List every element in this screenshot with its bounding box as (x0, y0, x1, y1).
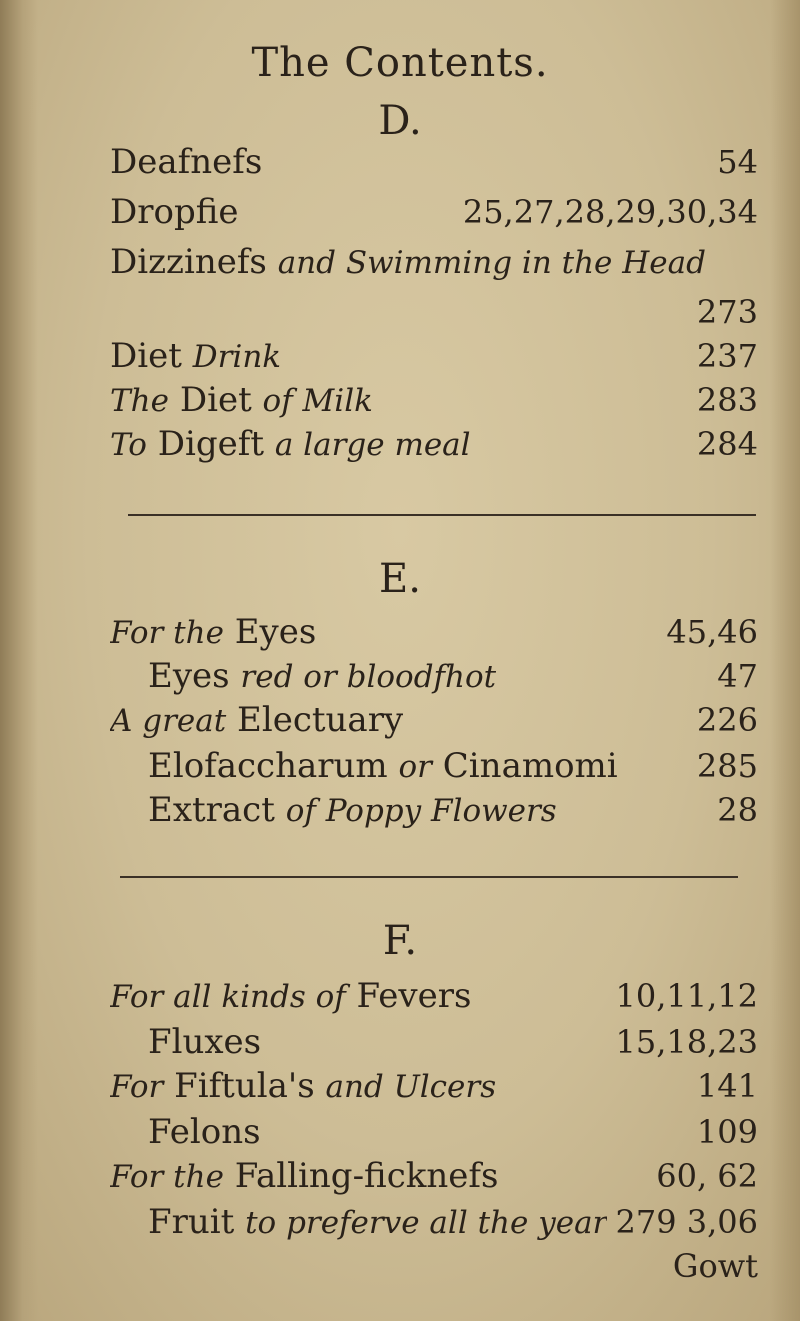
entry-fluxes: Fluxes 15,18,23 (148, 1022, 758, 1062)
page-ref: 10,11,12 (615, 977, 758, 1015)
entry-for-the-eyes: For the Eyes 45,46 (110, 612, 758, 652)
entry-fruit: Fruit to preferve all the year 279 3,06 (148, 1202, 758, 1242)
page-ref: 141 (696, 1067, 758, 1105)
running-head: The Contents. (251, 40, 549, 86)
entry-fistulas: For Fiftula's and Ulcers 141 (110, 1066, 758, 1106)
section-letter-e: E. (379, 556, 421, 602)
entry-deafness: Deafnefs 54 (110, 142, 758, 182)
entry-eyes-red: Eyes red or bloodfhot 47 (148, 656, 758, 696)
section-rule (120, 876, 738, 878)
section-letter-f: F. (382, 918, 418, 964)
entry-felons: Felons 109 (148, 1112, 758, 1152)
page-ref: 285 (696, 747, 758, 785)
page-ref: 45,46 (666, 613, 758, 651)
entry-digest: To Digeft a large meal 284 (110, 424, 758, 464)
entry-dizziness: Dizzinefs and Swimming in the Head (110, 242, 706, 282)
entry-extract: Extract of Poppy Flowers 28 (148, 790, 758, 830)
entry-dropsie: Dropfie 25,27,28,29,30,34 (110, 192, 758, 232)
section-rule (128, 514, 756, 516)
entry-diet-of-milk: The Diet of Milk 283 (110, 380, 758, 420)
page-ref: 47 (717, 657, 758, 695)
page-edge-shadow-left (0, 0, 38, 1321)
entry-falling-sickness: For the Falling-ficknefs 60, 62 (110, 1156, 758, 1196)
page-ref: 54 (717, 143, 758, 181)
page-edge-shadow-right (770, 0, 800, 1321)
page-ref: 15,18,23 (615, 1023, 758, 1061)
page-ref: 60, 62 (656, 1157, 758, 1195)
entry-dizziness-pages (110, 292, 758, 332)
page-ref: 284 (696, 425, 758, 463)
page-ref: 237 (696, 337, 758, 375)
entry-fevers: For all kinds of Fevers 10,11,12 (110, 976, 758, 1016)
page-ref: 109 (696, 1113, 758, 1151)
page-ref: 279 3,06 (615, 1203, 758, 1241)
page-ref: 25,27,28,29,30,34 (462, 193, 758, 231)
section-letter-d: D. (378, 98, 422, 144)
page-ref: 28 (717, 791, 758, 829)
page-ref: 226 (696, 701, 758, 739)
page-ref: 273 (696, 293, 758, 331)
page-ref: 283 (696, 381, 758, 419)
entry-diet-drink: Diet Drink 237 (110, 336, 758, 376)
entry-electuary: A great Electuary 226 (110, 700, 758, 740)
entry-elosaccharum: Elofaccharum or Cinamomi 285 (148, 746, 758, 786)
catchword: Gowt (672, 1247, 758, 1285)
